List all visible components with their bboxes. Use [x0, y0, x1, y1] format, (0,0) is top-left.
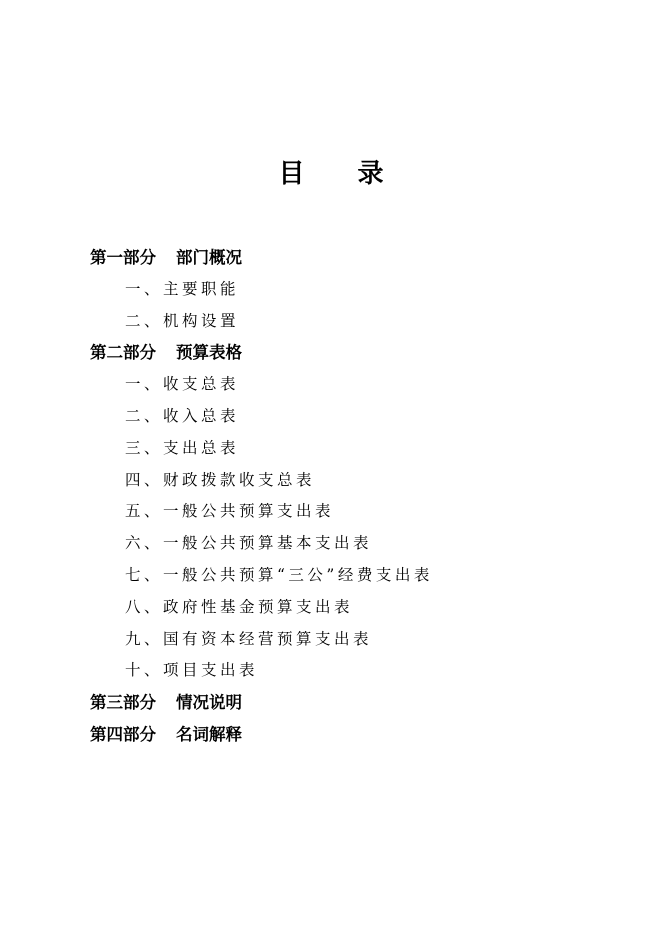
part-label: 名词解释: [176, 724, 242, 744]
part-number: 第二部分: [90, 343, 156, 363]
toc-item-main-functions[interactable]: 一、主要职能: [125, 279, 240, 298]
toc-item-fiscal-appropriation[interactable]: 四、财政拨款收支总表: [125, 470, 316, 489]
toc-title: 目 录: [278, 159, 406, 189]
toc-item-income-summary[interactable]: 二、收入总表: [125, 406, 240, 425]
part-label: 预算表格: [176, 343, 242, 363]
toc-item-government-fund[interactable]: 八、政府性基金预算支出表: [125, 597, 354, 616]
part-number: 第三部分: [90, 693, 156, 713]
part-number: 第四部分: [90, 724, 156, 744]
toc-part-4[interactable]: [90, 719, 630, 751]
part-number: 第一部分: [90, 248, 156, 267]
toc-item-organization[interactable]: 二、机构设置: [125, 311, 240, 330]
toc-item-state-capital[interactable]: 九、国有资本经营预算支出表: [125, 629, 373, 648]
toc-part-1[interactable]: [90, 242, 630, 274]
part-label: 部门概况: [176, 248, 242, 267]
toc-part-2[interactable]: [90, 337, 630, 369]
table-of-contents: [90, 242, 630, 751]
toc-item-three-public-expenses[interactable]: 七、一般公共预算“三公”经费支出表: [125, 565, 433, 584]
toc-item-project-expenditure[interactable]: 十、项目支出表: [125, 661, 259, 680]
toc-item-general-budget-basic[interactable]: 六、一般公共预算基本支出表: [125, 534, 373, 553]
part-label: 情况说明: [176, 693, 242, 713]
toc-item-general-budget-expenditure[interactable]: 五、一般公共预算支出表: [125, 502, 335, 521]
toc-item-expenditure-summary[interactable]: 三、支出总表: [125, 438, 240, 457]
toc-part-3[interactable]: [90, 687, 630, 719]
toc-item-budget-summary[interactable]: 一、收支总表: [125, 375, 240, 394]
